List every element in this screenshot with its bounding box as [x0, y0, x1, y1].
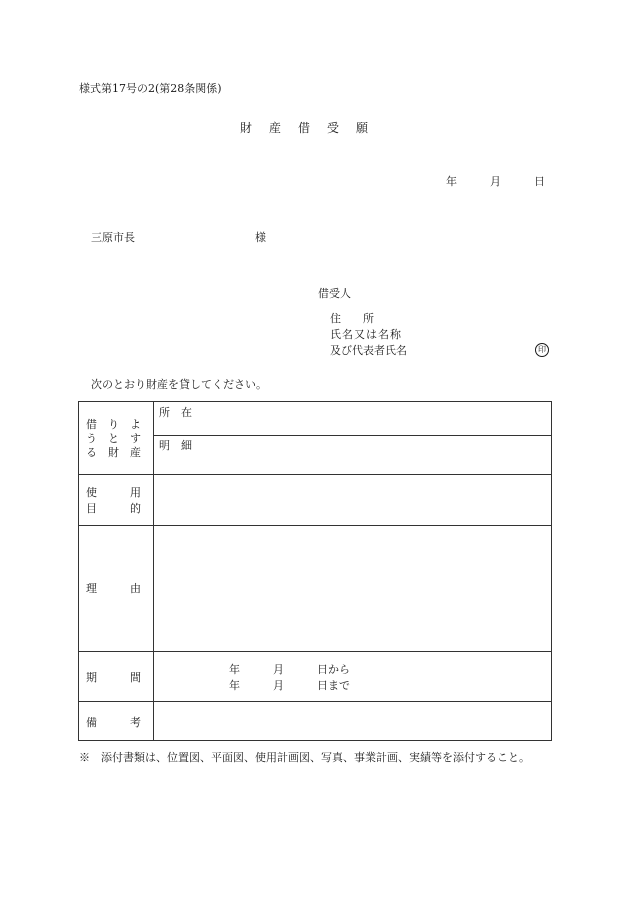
property-label-line-3: る 財 産 — [86, 446, 141, 459]
period-from-line: 年 月 日から — [229, 663, 350, 676]
row-divider-reason — [79, 651, 552, 652]
address-label-text: 住所 — [330, 312, 396, 325]
date-year-label: 年 — [446, 175, 457, 188]
application-table — [78, 401, 552, 741]
applicant-address-label — [330, 313, 396, 324]
purpose-label-line-1: 使 用 — [86, 486, 141, 499]
intro-text: 次のとおり財産を貸してください。 — [91, 378, 267, 391]
form-title: 財産借受願 — [240, 121, 386, 135]
date-month-label: 月 — [490, 175, 501, 188]
form-number: 様式第17号の2(第28条関係) — [79, 82, 222, 95]
property-location-label: 所 在 — [159, 406, 192, 419]
purpose-label-line-2: 目 的 — [86, 502, 141, 515]
period-to-line: 年 月 日まで — [229, 679, 350, 692]
table-column-divider — [153, 402, 154, 740]
attachment-footnote: ※ 添付書類は、位置図、平面図、使用計画図、写真、事業計画、実績等を添付すること。 — [79, 751, 530, 764]
applicant-representative-label: 及び代表者氏名 — [330, 344, 407, 357]
date-line — [446, 176, 545, 187]
property-detail-label: 明 細 — [159, 439, 192, 452]
property-inner-divider — [153, 435, 552, 436]
row-divider-purpose — [79, 525, 552, 526]
remarks-label: 備 考 — [86, 716, 141, 729]
seal-icon: 印 — [535, 343, 549, 357]
period-label: 期 間 — [86, 671, 141, 684]
applicant-name-label: 氏名又は名称 — [330, 328, 402, 341]
addressee-name: 三原市長 — [91, 231, 135, 244]
reason-label: 理 由 — [86, 582, 141, 595]
row-divider-property — [79, 474, 552, 475]
row-divider-period — [79, 701, 552, 702]
property-label-line-1: 借 り よ — [86, 418, 141, 431]
applicant-heading: 借受人 — [318, 287, 351, 300]
date-day-label: 日 — [534, 175, 545, 188]
addressee-honorific: 様 — [255, 231, 266, 244]
property-label-line-2: う と す — [86, 432, 141, 445]
